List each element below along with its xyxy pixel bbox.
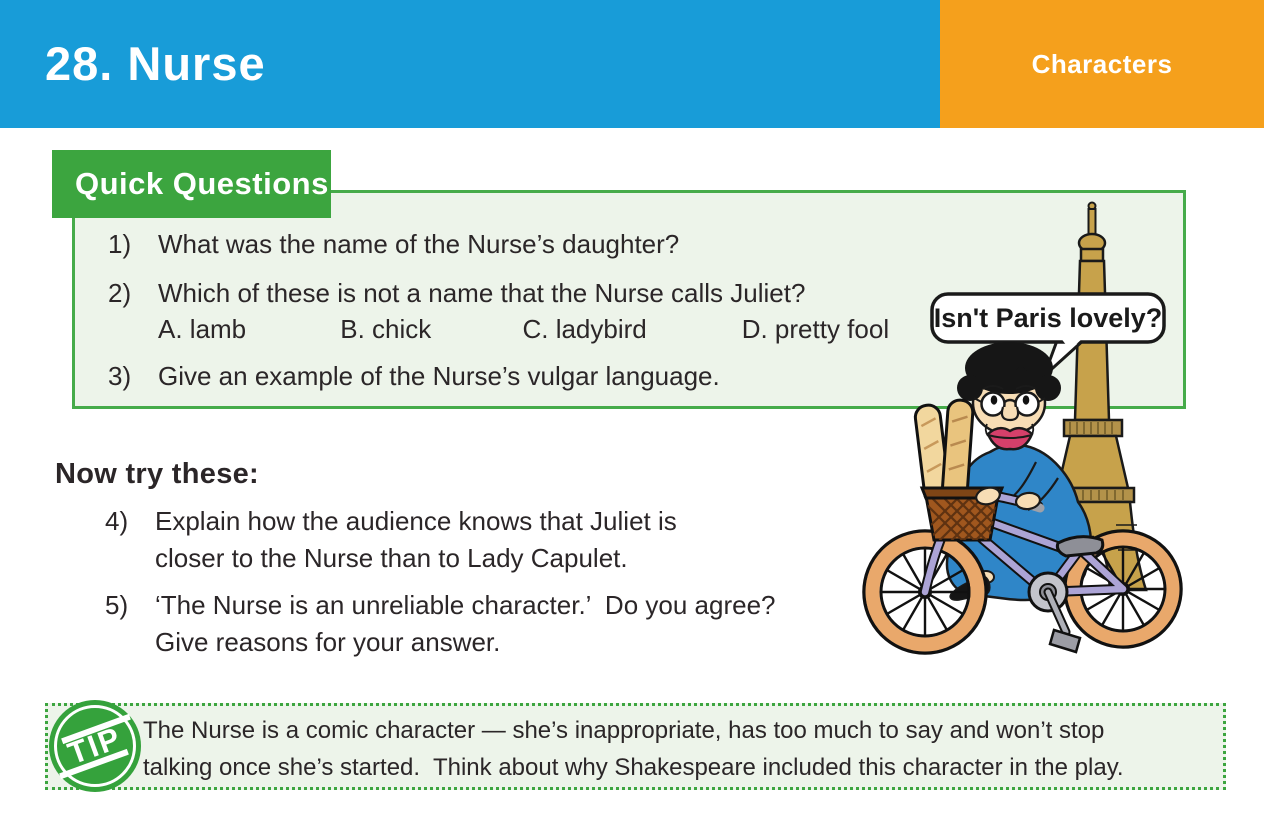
quick-questions-badge bbox=[52, 150, 331, 218]
speech-bubble-text: Isn't Paris lovely? bbox=[933, 303, 1163, 333]
page-title: 28. Nurse bbox=[45, 37, 266, 90]
category-tab-label: Characters bbox=[1031, 48, 1173, 79]
option-b: B. chick bbox=[340, 314, 432, 344]
question-1-number: 1) bbox=[108, 229, 132, 259]
tip-badge bbox=[49, 700, 141, 792]
quick-questions-heading: Quick Questions bbox=[75, 166, 329, 201]
header-bar bbox=[0, 0, 1264, 128]
question-5-number: 5) bbox=[105, 590, 129, 620]
option-c: C. ladybird bbox=[522, 314, 647, 344]
question-3-number: 3) bbox=[108, 361, 132, 391]
option-a: A. lamb bbox=[158, 314, 247, 344]
category-tab bbox=[940, 0, 1264, 128]
question-5-text: ‘The Nurse is an unreliable character.’ Do you agree? Give reasons for your answer. bbox=[155, 590, 776, 657]
question-4-number: 4) bbox=[105, 506, 129, 536]
question-1-text: What was the name of the Nurse’s daughter? bbox=[158, 229, 680, 259]
tip-badge-label: TIP bbox=[63, 719, 127, 772]
bike-seat bbox=[1057, 537, 1102, 556]
question-3-text: Give an example of the Nurse’s vulgar language. bbox=[158, 361, 720, 391]
tip-text: The Nurse is a comic character — she’s inappropriate, has too much to say and won’t stop talking once she’s started. Think about why Shakespeare included this character in the play. bbox=[143, 717, 1124, 781]
now-try-these-heading: Now try these: bbox=[55, 458, 260, 490]
question-4-text: Explain how the audience knows that Juliet is closer to the Nurse than to Lady Capulet. bbox=[155, 506, 677, 573]
question-4 bbox=[72, 503, 872, 577]
now-try-these-list bbox=[72, 503, 872, 661]
question-2-text: Which of these is not a name that the Nurse calls Juliet? bbox=[158, 278, 806, 308]
tip-box bbox=[45, 703, 1226, 790]
nurse-paris-illustration bbox=[840, 200, 1264, 670]
option-d: D. pretty fool bbox=[741, 314, 890, 344]
question-2-number: 2) bbox=[108, 278, 132, 308]
question-5 bbox=[72, 587, 872, 661]
